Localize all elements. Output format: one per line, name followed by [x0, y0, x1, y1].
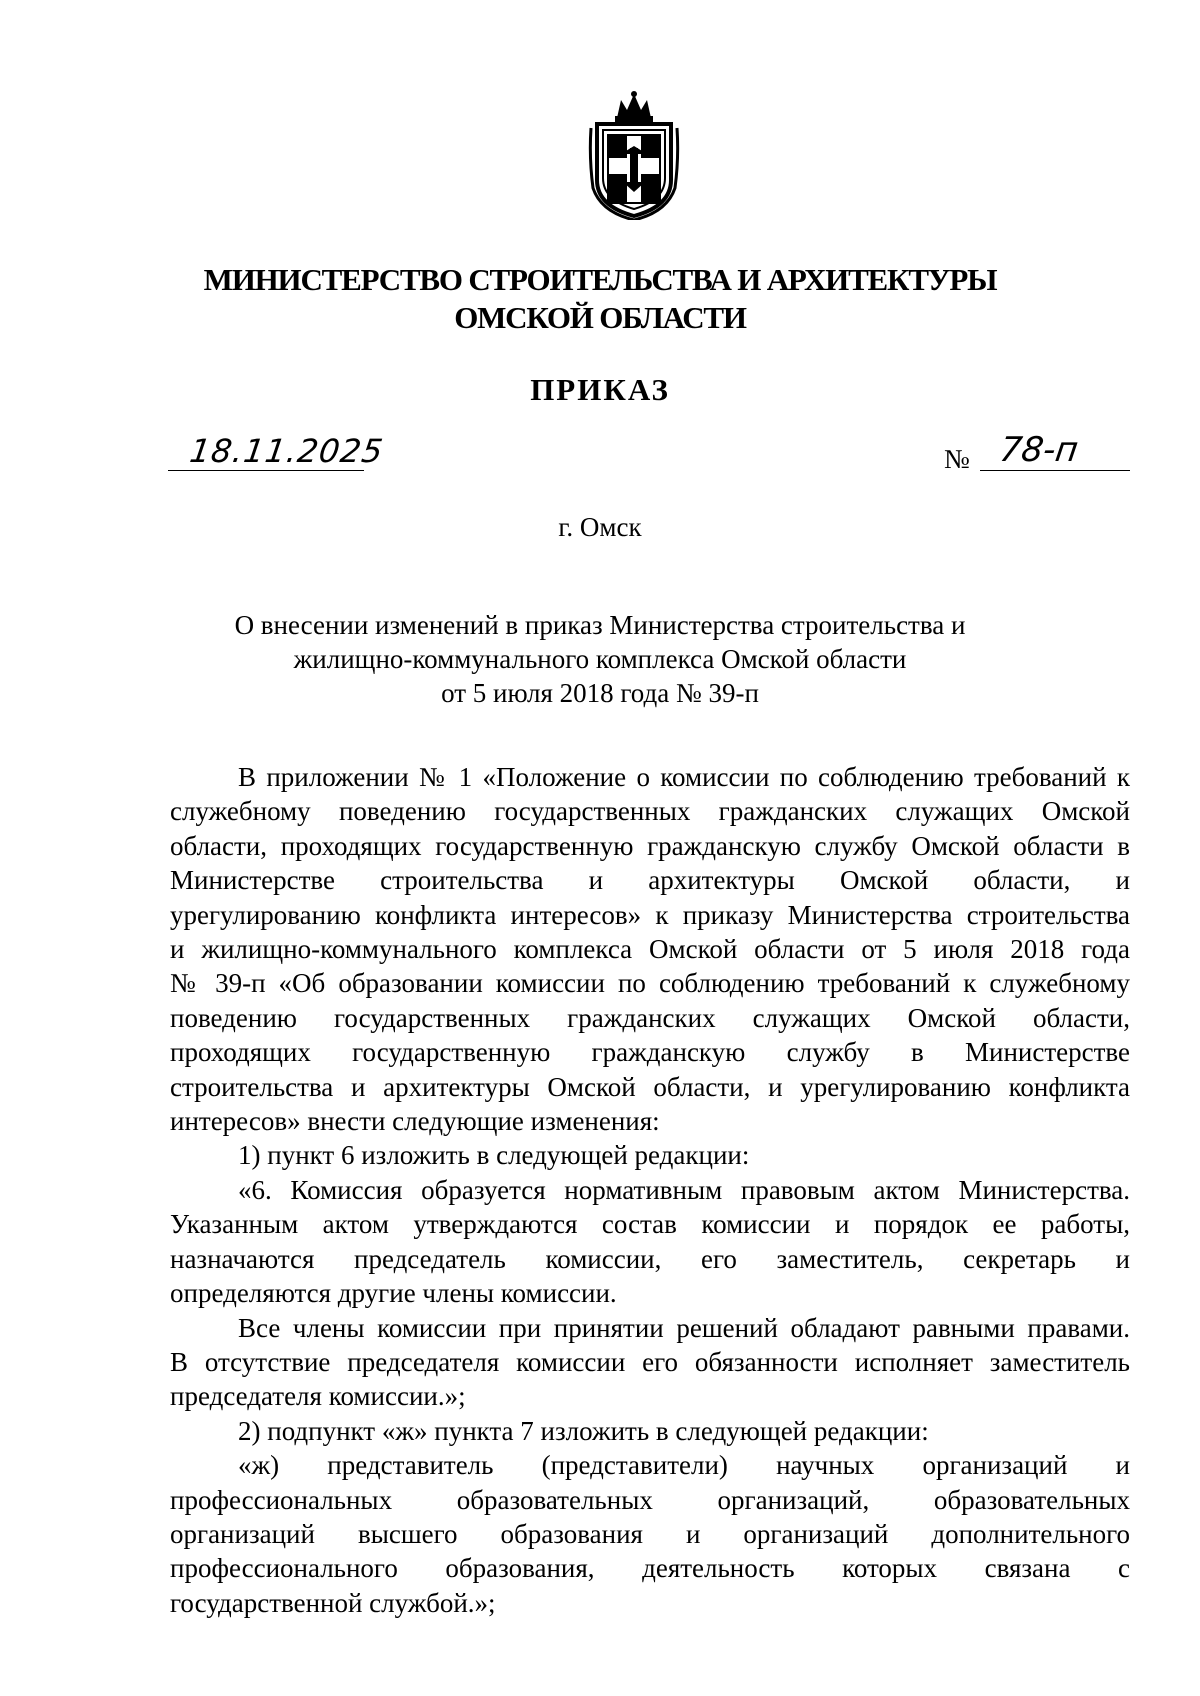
date-underline: [168, 470, 364, 471]
body-line: профессионального образования, деятельность которых связана с: [170, 1553, 1130, 1584]
body-line: Указанным актом утверждаются состав комиссии и порядок ее работы,: [170, 1209, 1130, 1240]
body-line: «ж) представитель (представители) научных организаций и: [238, 1450, 1130, 1481]
body-line: Все члены комиссии при принятии решений обладают равными правами.: [238, 1312, 1130, 1343]
body-line: назначаются председатель комиссии, его заместитель, секретарь и: [170, 1243, 1130, 1274]
body-line: государственной службой.»;: [170, 1587, 496, 1618]
body-line: председателя комиссии.»;: [170, 1381, 466, 1412]
subject-line: О внесении изменений в приказ Министерства строительства и: [234, 610, 966, 640]
document-body: [170, 760, 1130, 1620]
subject-line: от 5 июля 2018 года № 39-п: [441, 678, 759, 708]
body-line: 2) подпункт «ж» пункта 7 изложить в следующей редакции:: [238, 1415, 929, 1446]
number-label: №: [944, 444, 970, 474]
handwritten-number: 78-п: [997, 430, 1081, 470]
number-underline: [980, 470, 1130, 471]
body-line: и жилищно-коммунального комплекса Омской области от 5 июля 2018 года: [170, 934, 1130, 965]
body-line: В приложении № 1 «Положение о комиссии по соблюдению требований к: [238, 762, 1130, 792]
handwritten-date: 18.11.2025: [187, 432, 386, 470]
coat-of-arms-emblem: [587, 88, 681, 220]
document-type-title: ПРИКАЗ: [530, 372, 670, 407]
body-line: организаций высшего образования и организаций дополнительного: [170, 1518, 1130, 1549]
body-line: строительства и архитектуры Омской области, и урегулированию конфликта: [170, 1071, 1130, 1102]
body-line: определяются другие члены комиссии.: [170, 1278, 617, 1309]
body-line: проходящих государственную гражданскую службу в Министерстве: [170, 1037, 1130, 1068]
body-line: интересов» внести следующие изменения:: [170, 1106, 660, 1137]
body-line: области, проходящих государственную гражданскую службу Омской области в: [170, 830, 1130, 861]
body-line: поведению государственных гражданских служащих Омской области,: [170, 1002, 1130, 1033]
body-line: 1) пункт 6 изложить в следующей редакции:: [238, 1140, 750, 1171]
ministry-name-line2: ОМСКОЙ ОБЛАСТИ: [454, 300, 746, 335]
body-line: урегулированию конфликта интересов» к приказу Министерства строительства: [170, 899, 1130, 930]
body-line: профессиональных образовательных организаций, образовательных: [170, 1484, 1130, 1515]
ministry-name-line1: МИНИСТЕРСТВО СТРОИТЕЛЬСТВА И АРХИТЕКТУРЫ: [203, 262, 997, 297]
body-line: служебному поведению государственных гражданских служащих Омской: [170, 796, 1130, 827]
subject-line: жилищно-коммунального комплекса Омской области: [293, 644, 907, 674]
body-line: «6. Комиссия образуется нормативным правовым актом Министерства.: [238, 1174, 1130, 1205]
body-line: В отсутствие председателя комиссии его обязанности исполняет заместитель: [170, 1346, 1130, 1377]
city-name: г. Омск: [558, 512, 642, 542]
body-line: № 39-п «Об образовании комиссии по соблюдению требований к служебному: [170, 968, 1130, 999]
body-line: Министерстве строительства и архитектуры Омской области, и: [170, 865, 1130, 896]
